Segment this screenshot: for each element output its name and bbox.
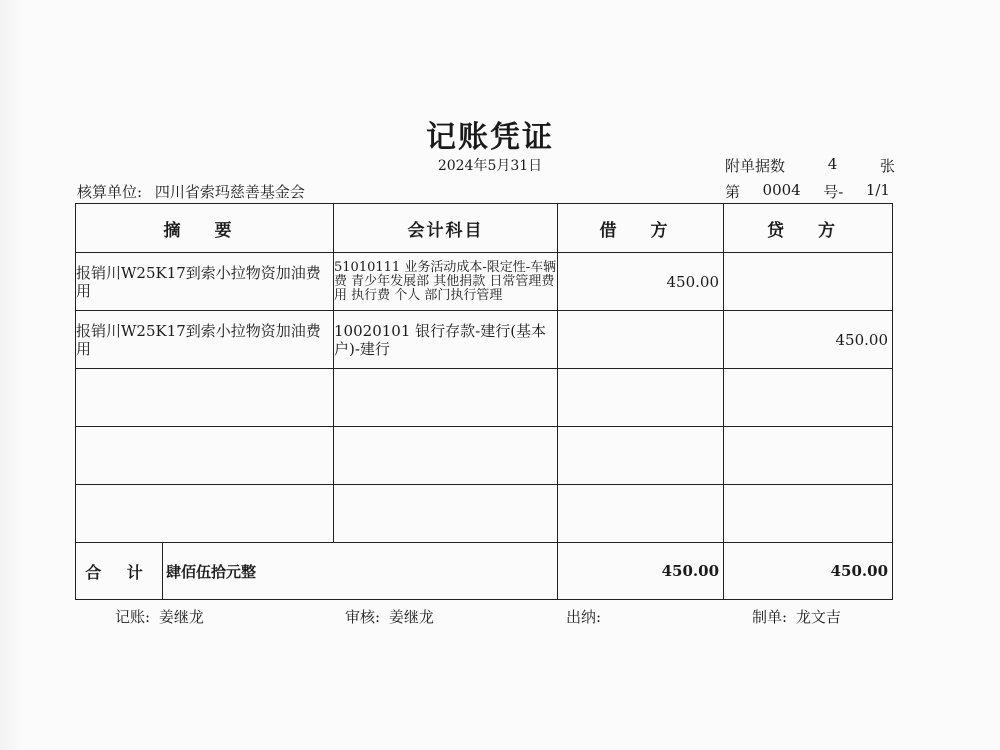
accounting-unit-name: 四川省索玛慈善基金会 [154, 183, 305, 201]
total-credit: 450.00 [724, 543, 893, 600]
table-header-row [76, 204, 893, 253]
voucher-number-value: 0004 [762, 181, 801, 199]
attachment-number: 4 [827, 155, 838, 173]
footer-bookkeeper [115, 606, 204, 627]
attachment-unit: 张 [879, 157, 895, 175]
voucher-number [725, 181, 890, 202]
preparer-name: 龙文吉 [795, 608, 841, 626]
header-account: 会计科目 [334, 204, 558, 253]
accounting-unit-label: 核算单位: [77, 183, 143, 201]
table-row-empty [76, 369, 893, 427]
total-label: 合 计 [76, 543, 163, 600]
header-summary: 摘 要 [76, 204, 334, 253]
voucher-page: 1/1 [865, 181, 890, 199]
voucher-number-suffix: 号- [823, 183, 844, 201]
table-row-empty [76, 485, 893, 543]
row-credit: 450.00 [724, 311, 893, 369]
table-row-empty [76, 427, 893, 485]
row-summary: 报销川W25K17到索小拉物资加油费用 [76, 311, 334, 369]
row-debit: 450.00 [558, 253, 724, 311]
scan-edge [0, 0, 22, 750]
total-debit: 450.00 [558, 543, 724, 600]
footer-preparer [752, 606, 841, 627]
voucher-table [75, 203, 893, 600]
table-row [76, 253, 893, 311]
header-debit: 借 方 [558, 204, 724, 253]
footer-reviewer [345, 606, 434, 627]
total-row [76, 543, 893, 600]
voucher-date: 2024年5月31日 [437, 158, 543, 174]
table-row [76, 311, 893, 369]
bookkeeper-name: 姜继龙 [158, 608, 204, 626]
header-credit: 贷 方 [724, 204, 893, 253]
footer-cashier [566, 606, 605, 627]
row-debit [558, 311, 724, 369]
cashier-label: 出纳: [566, 608, 602, 626]
row-account: 51010111 业务活动成本-限定性-车辆费 青少年发展部 其他捐款 日常管理费用 执行费 个人 部门执行管理 [334, 253, 558, 311]
accounting-unit [77, 181, 305, 202]
preparer-label: 制单: [752, 608, 788, 626]
row-summary: 报销川W25K17到索小拉物资加油费用 [76, 253, 334, 311]
reviewer-label: 审核: [345, 608, 381, 626]
attachment-label: 附单据数 [725, 157, 786, 175]
bookkeeper-label: 记账: [115, 608, 151, 626]
attachment-count [725, 155, 895, 176]
reviewer-name: 姜继龙 [388, 608, 434, 626]
row-account: 10020101 银行存款-建行(基本户)-建行 [334, 311, 558, 369]
voucher-number-prefix: 第 [725, 183, 741, 201]
total-amount-words: 肆佰伍拾元整 [163, 543, 558, 600]
row-credit [724, 253, 893, 311]
voucher-title: 记账凭证 [426, 120, 554, 155]
